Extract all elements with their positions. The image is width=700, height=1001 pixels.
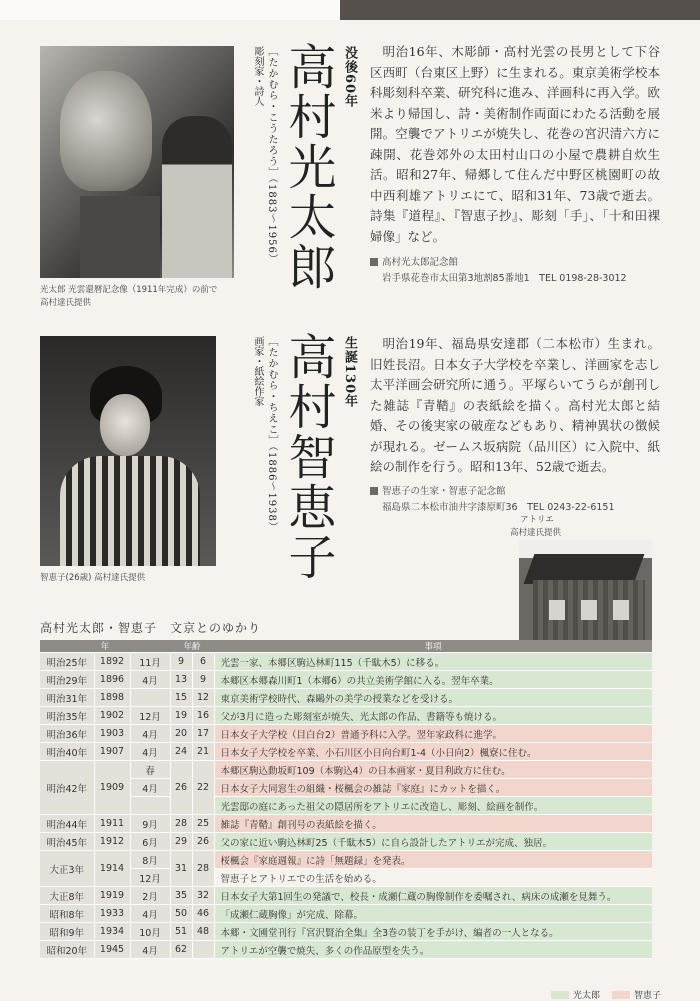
era-cell: 明治44年 [40,815,94,833]
top-band [0,0,700,20]
year-cell: 1912 [94,833,130,851]
era-cell: 明治36年 [40,725,94,743]
bust-statue [60,71,152,191]
chieko-age-cell: 9 [192,671,214,689]
chieko-facility: 智恵子の生家・智恵子記念館 [370,483,506,497]
event-cell: 「成瀬仁蔵胸像」が完成、除幕。 [214,905,652,923]
chieko-face [100,394,150,456]
event-cell: 本郷区駒込動坂町109（本駒込4）の日本画家・夏目利政方に住む。 [214,761,652,779]
month-cell [130,797,170,815]
event-cell: 日本女子大第1回生の発議で、校長・成瀬仁蔵の胸像制作を委嘱され、病床の成瀬を見舞う。 [214,887,652,905]
event-cell: 父の家に近い駒込林町25（千駄木5）に自ら設計したアトリエが完成、独居。 [214,833,652,851]
table-row [40,689,652,707]
table-row [40,833,652,851]
event-cell: 本郷・文圃堂刊行『宮沢賢治全集』全3巻の装丁を手がけ、編者の一人となる。 [214,923,652,941]
chieko-age-cell: 12 [192,689,214,707]
table-row [40,815,652,833]
kotaro-caption-line2: 高村達氏提供 [40,298,92,308]
kotaro-age-cell: 13 [170,671,192,689]
month-cell [130,689,170,707]
table-row [40,671,652,689]
table-row [40,743,652,761]
kotaro-age-cell: 9 [170,653,192,671]
chieko-age-cell: 26 [192,833,214,851]
era-cell: 明治40年 [40,743,94,761]
kotaro-photo [40,46,234,278]
kotaro-age-cell: 19 [170,707,192,725]
table-row [40,653,652,671]
kotaro-age-cell: 31 [170,851,192,887]
kotaro-caption-line1: 光太郎 光雲還暦記念像（1911年完成）の前で [40,285,218,295]
legend-chieko-swatch [612,991,630,999]
month-cell: 春 [130,761,170,779]
kotaro-reading: ［たかむら・こうたろう］（1883〜1956） [266,46,277,265]
event-cell: 雑誌『青鞜』創刊号の表紙絵を描く。 [214,815,652,833]
legend-kotaro-swatch [551,991,569,999]
year-cell: 1902 [94,707,130,725]
table-row [40,869,652,887]
kotaro-age-cell: 26 [170,761,192,815]
chieko-age-cell: 22 [192,761,214,815]
era-cell: 明治35年 [40,707,94,725]
atelier-caption [510,514,650,540]
event-cell: 桜楓会『家庭週報』に詩「無題録」を発表。 [214,851,652,869]
year-cell: 1914 [94,851,130,887]
event-cell: 光雲一家、本郷区駒込林町115（千駄木5）に移る。 [214,653,652,671]
timeline-title: 高村光太郎・智恵子 文京とのゆかり [40,621,262,635]
chieko-reading: ［たかむら・ちえこ］（1886〜1938） [266,336,277,533]
top-band-dark [340,0,700,20]
event-cell: 日本女子大学校（目白台2）普通予科に入学。翌年家政科に進学。 [214,725,652,743]
kotaro-age-cell: 28 [170,815,192,833]
kotaro-bio: 明治16年、木彫師・高村光雲の長男として下谷区西町（台東区上野）に生まれる。東京美術学校本科彫刻科卒業、研究科に進み、洋画科に再入学。欧米より帰国し、詩・美術制作両面にわたる活動を展開。空襲でアトリエが焼失し、花巻の宮沢清六方に疎開、花巻郊外の太田村山口の小屋で農耕自炊生活。昭和27年、帰郷して住んだ中野区桃園町の故中西利雄アトリエにて、昭和31年、73歳で逝去。詩集『道程』、『智恵子抄』、彫刻「手」、「十和田裸婦像」など。 [370,44,660,244]
chieko-photo-caption: 智恵子(26歳) 高村達氏提供 [40,573,146,583]
kotaro-name: 高村光太郎 [280,42,336,292]
year-cell: 1911 [94,815,130,833]
year-cell: 1933 [94,905,130,923]
chieko-anniversary: 生誕130年 [342,336,357,409]
era-cell: 昭和9年 [40,923,94,941]
year-cell: 1896 [94,671,130,689]
header-age: 年齢 [170,640,214,653]
chieko-age-cell: 6 [192,653,214,671]
month-cell: 4月 [130,941,170,959]
kotaro-photo-caption [40,284,217,310]
kotaro-role: 彫刻家・詩人 [252,46,263,106]
kotaro-facility: 高村光太郎記念館 [370,254,458,268]
event-cell: 日本女子大同窓生の組織・桜楓会の雑誌『家庭』にカットを描く。 [214,779,652,797]
atelier-caption-line1: アトリエ [520,515,554,525]
header-year: 年 [40,640,170,653]
table-row [40,905,652,923]
month-cell: 12月 [130,869,170,887]
era-cell: 昭和8年 [40,905,94,923]
kotaro-age-cell: 50 [170,905,192,923]
table-row [40,761,652,779]
era-cell: 明治45年 [40,833,94,851]
kotaro-age-cell: 51 [170,923,192,941]
chieko-address: 福島県二本松市油井字漆原町36 TEL 0243-22-6151 [382,502,615,513]
chieko-age-cell: 16 [192,707,214,725]
atelier-window [613,600,629,620]
event-cell: アトリエが空襲で焼失、多くの作品原型を失う。 [214,941,652,959]
kotaro-address: 岩手県花巻市太田第3地割85番地1 TEL 0198-28-3012 [382,273,627,284]
kimono [60,456,200,566]
statue-stand [80,196,160,278]
month-cell: 4月 [130,725,170,743]
atelier-caption-line2: 高村達氏提供 [510,528,562,538]
header-event: 事項 [214,640,652,653]
event-cell: 父が3月に造った彫刻室が焼失、光太郎の作品、書籍等も焼ける。 [214,707,652,725]
table-row [40,779,652,797]
atelier-window [549,600,565,620]
year-cell: 1898 [94,689,130,707]
month-cell: 4月 [130,671,170,689]
year-cell: 1919 [94,887,130,905]
month-cell: 2月 [130,887,170,905]
table-row [40,707,652,725]
legend-chieko-label: 智恵子 [634,991,662,1001]
era-cell: 大正8年 [40,887,94,905]
chieko-age-cell: 48 [192,923,214,941]
month-cell: 10月 [130,923,170,941]
kotaro-age-cell: 24 [170,743,192,761]
event-cell: 東京美術学校時代、森鷗外の美学の授業などを受ける。 [214,689,652,707]
timeline-header [40,640,652,653]
year-cell: 1934 [94,923,130,941]
kotaro-age-cell: 29 [170,833,192,851]
kotaro-age-cell: 62 [170,941,192,959]
month-cell: 4月 [130,779,170,797]
era-cell: 明治31年 [40,689,94,707]
month-cell: 11月 [130,653,170,671]
legend-kotaro-label: 光太郎 [573,991,601,1001]
event-cell: 智恵子とアトリエでの生活を始める。 [214,869,652,887]
event-cell: 日本女子大学校を卒業、小石川区小日向台町1-4（小日向2）楓寮に住む。 [214,743,652,761]
table-row [40,851,652,869]
year-cell: 1892 [94,653,130,671]
year-cell: 1907 [94,743,130,761]
chieko-role: 画家・紙絵作家 [252,336,263,406]
kotaro-figure [162,116,232,278]
kotaro-age-cell: 15 [170,689,192,707]
table-row [40,941,652,959]
month-cell: 8月 [130,851,170,869]
month-cell: 6月 [130,833,170,851]
kotaro-anniversary: 没後60年 [342,46,357,109]
table-row [40,923,652,941]
chieko-bio: 明治19年、福島県安達郡（二本松市）生まれ。旧姓長沼。日本女子大学校を卒業し、洋画家を志し太平洋画会研究所に通う。平塚らいてうらが創刊した雑誌『青鞜』の表紙絵を描く。高村光太郎と結婚、その後実家の破産などもあり、精神異状の徴候が現れる。ゼームス坂病院（品川区）に入院中、紙絵の制作を行う。昭和13年、52歳で逝去。 [370,336,660,474]
month-cell: 4月 [130,905,170,923]
timeline-table [40,640,652,959]
chieko-age-cell: 25 [192,815,214,833]
table-row [40,797,652,815]
kotaro-age-cell: 35 [170,887,192,905]
atelier-window [581,600,597,620]
era-cell: 明治42年 [40,761,94,815]
year-cell: 1909 [94,761,130,815]
table-row [40,887,652,905]
month-cell: 9月 [130,815,170,833]
chieko-age-cell: 21 [192,743,214,761]
legend-kotaro [551,988,600,1001]
era-cell: 昭和20年 [40,941,94,959]
event-cell: 光雲邸の庭にあった祖父の隠居所をアトリエに改造し、彫刻、絵画を制作。 [214,797,652,815]
legend-chieko [612,988,661,1001]
chieko-age-cell: 46 [192,905,214,923]
era-cell: 明治25年 [40,653,94,671]
month-cell: 12月 [130,707,170,725]
event-cell: 本郷区本郷森川町1（本郷6）の共立美術学館に入る。翌年卒業。 [214,671,652,689]
month-cell: 4月 [130,743,170,761]
chieko-age-cell [192,941,214,959]
year-cell: 1945 [94,941,130,959]
chieko-age-cell: 32 [192,887,214,905]
kotaro-age-cell: 20 [170,725,192,743]
era-cell: 明治29年 [40,671,94,689]
chieko-photo [40,336,216,566]
chieko-age-cell: 17 [192,725,214,743]
chieko-age-cell: 28 [192,851,214,887]
era-cell: 大正3年 [40,851,94,887]
table-row [40,725,652,743]
year-cell: 1903 [94,725,130,743]
chieko-name: 高村智恵子 [280,332,336,582]
